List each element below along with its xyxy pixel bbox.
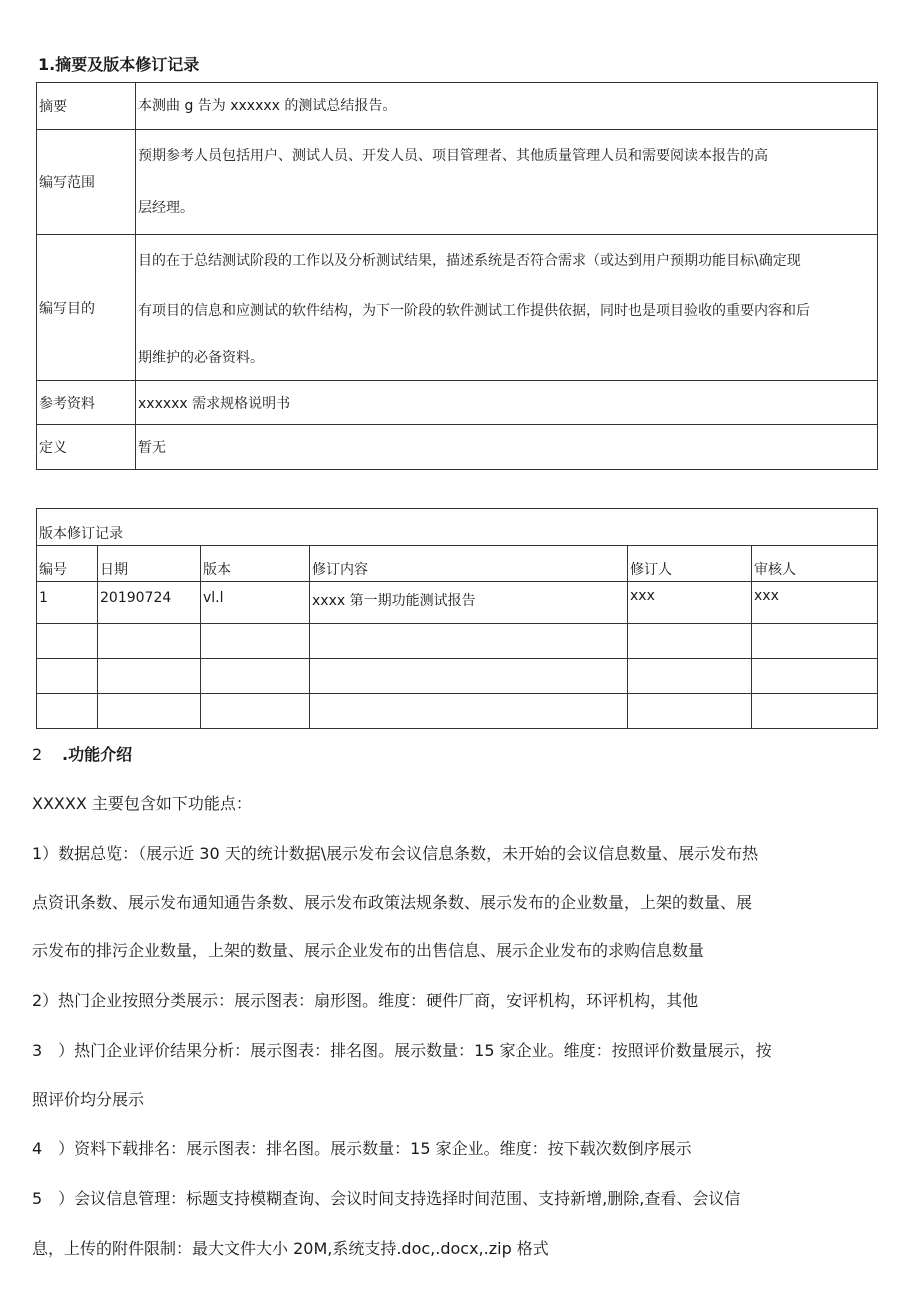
summary-row	[37, 425, 878, 470]
column-header: 审核人	[752, 546, 878, 582]
version-table-title-row	[37, 509, 878, 546]
summary-text: 预期参考人员包括用户、测试人员、开发人员、项目管理者、其他质量管理人员和需要阅读本报告的高 层经理。	[136, 130, 878, 235]
table-cell	[37, 694, 98, 729]
table-cell	[201, 659, 310, 694]
paragraph-line: 照评价均分展示	[32, 1090, 145, 1109]
section2-heading	[32, 744, 132, 766]
summary-text: 目的在于总结测试阶段的工作以及分析测试结果，描述系统是否符合需求（或达到用户预期功能目标\确定现 有项目的信息和应测试的软件结构，为下一阶段的软件测试工作提供依据，同时也是项目验收的重要内容和后 期维护的必备资料。	[136, 235, 878, 381]
column-header: 版本	[201, 546, 310, 582]
section2-heading-text: .功能介绍	[62, 745, 133, 764]
table-cell	[310, 694, 628, 729]
table-cell	[201, 694, 310, 729]
table-cell	[752, 659, 878, 694]
version-table	[36, 508, 878, 729]
table-cell	[628, 624, 752, 659]
table-cell	[752, 694, 878, 729]
summary-label: 编写范围	[37, 130, 136, 235]
paragraph-line: 5 ）会议信息管理：标题支持模糊查询、会议时间支持选择时间范围、支持新增,删除,查看、会议信	[32, 1189, 741, 1208]
version-table-title: 版本修订记录	[37, 509, 878, 546]
column-header: 修订内容	[310, 546, 628, 582]
table-cell	[628, 659, 752, 694]
table-cell: xxx	[752, 582, 878, 624]
table-cell: 1	[37, 582, 98, 624]
summary-row	[37, 235, 878, 381]
summary-text: 暂无	[136, 425, 878, 470]
paragraph-line: 示发布的排污企业数量，上架的数量、展示企业发布的出售信息、展示企业发布的求购信息数量	[32, 941, 705, 960]
paragraph-line: XXXXX 主要包含如下功能点：	[32, 794, 252, 813]
table-row	[37, 624, 878, 659]
paragraph-line: 息，上传的附件限制：最大文件大小 20M,系统支持.doc,.docx,.zip 格式	[32, 1239, 549, 1258]
table-row	[37, 659, 878, 694]
table-row	[37, 582, 878, 624]
column-header: 修订人	[628, 546, 752, 582]
table-cell: 20190724	[98, 582, 201, 624]
summary-label: 摘要	[37, 83, 136, 130]
table-cell	[628, 694, 752, 729]
table-cell	[37, 624, 98, 659]
table-cell: xxx	[628, 582, 752, 624]
table-cell	[310, 659, 628, 694]
summary-text: 本测曲 g 告为 xxxxxx 的测试总结报告。	[136, 83, 878, 130]
version-table-header	[37, 546, 878, 582]
summary-row	[37, 381, 878, 425]
table-row	[37, 694, 878, 729]
summary-label: 编写目的	[37, 235, 136, 381]
table-cell	[37, 659, 98, 694]
table-cell	[201, 624, 310, 659]
table-cell	[310, 624, 628, 659]
table-cell	[98, 659, 201, 694]
table-cell: vl.l	[201, 582, 310, 624]
summary-row	[37, 83, 878, 130]
column-header: 日期	[98, 546, 201, 582]
summary-row	[37, 130, 878, 235]
table-cell: xxxx 第一期功能测试报告	[310, 582, 628, 624]
section2-heading-number: 2	[32, 745, 43, 764]
paragraph-line: 1）数据总览：（展示近 30 天的统计数据\展示发布会议信息条数，未开始的会议信息数量、展示发布热	[32, 844, 759, 863]
table-cell	[752, 624, 878, 659]
paragraph-line: 点资讯条数、展示发布通知通告条数、展示发布政策法规条数、展示发布的企业数量，上架的数量、展	[32, 893, 753, 912]
paragraph-line: 3 ）热门企业评价结果分析：展示图表：排名图。展示数量：15 家企业。维度：按照评价数量展示，按	[32, 1041, 772, 1060]
section1-heading: 1.摘要及版本修订记录	[38, 55, 200, 74]
table-cell	[98, 624, 201, 659]
column-header: 编号	[37, 546, 98, 582]
summary-label: 参考资料	[37, 381, 136, 425]
paragraph-line: 2）热门企业按照分类展示：展示图表：扇形图。维度：硬件厂商，安评机构，环评机构，其他	[32, 991, 699, 1010]
summary-table	[36, 82, 878, 470]
summary-label: 定义	[37, 425, 136, 470]
table-cell	[98, 694, 201, 729]
paragraph-line: 4 ）资料下载排名：展示图表：排名图。展示数量：15 家企业。维度：按下载次数倒序展示	[32, 1139, 692, 1158]
summary-text: xxxxxx 需求规格说明书	[136, 381, 878, 425]
